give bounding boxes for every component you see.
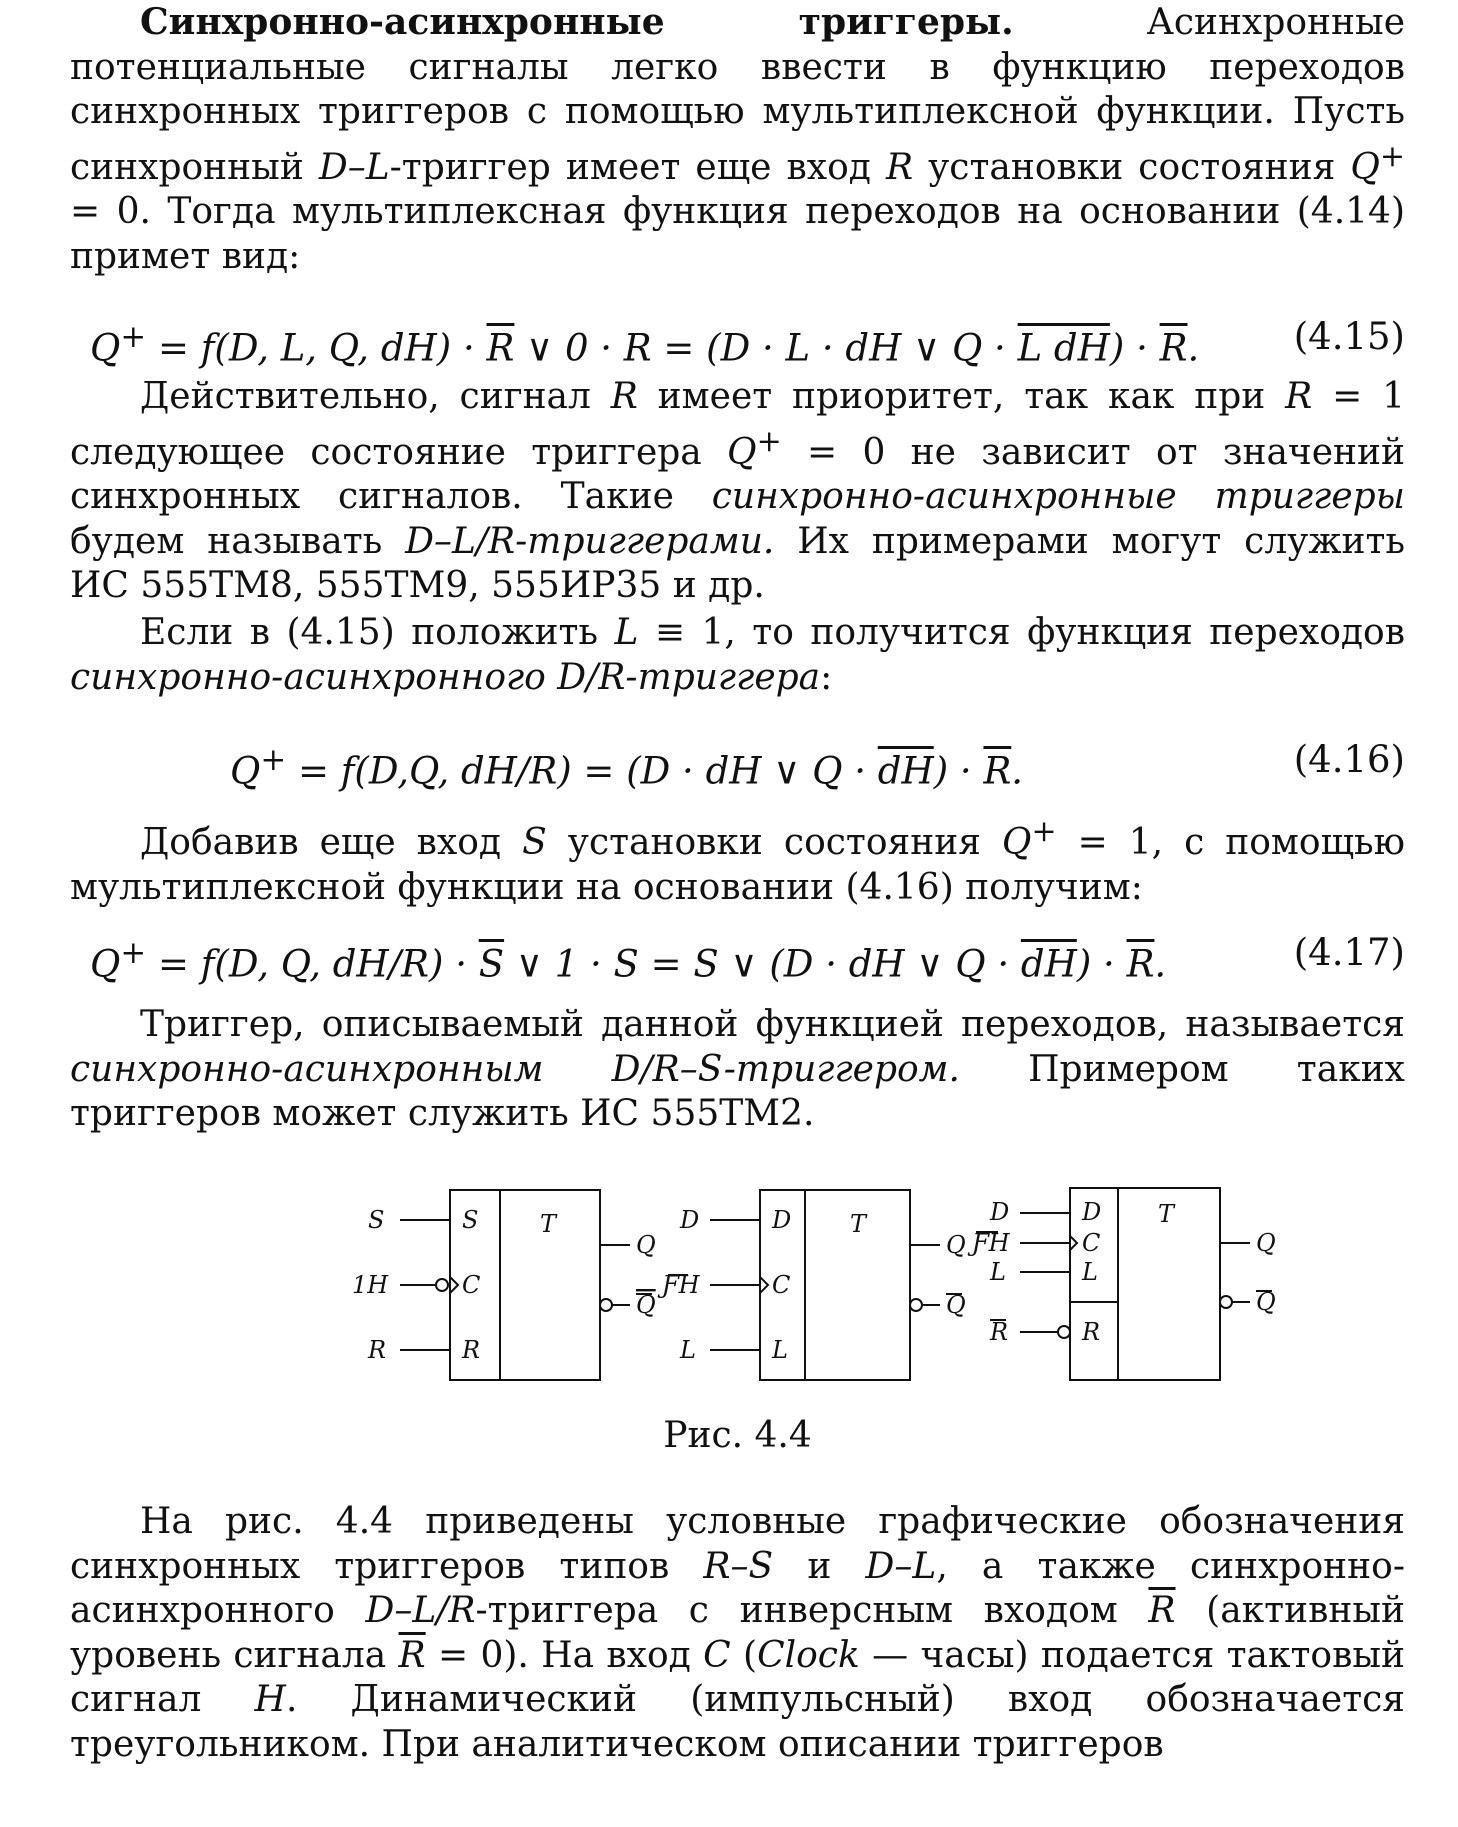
paragraph-3: Если в (4.15) положить L ≡ 1, то получится функция переходов синхронно-асинхронного D/R-триггера: xyxy=(70,612,1405,698)
svg-text:D: D xyxy=(680,1206,700,1234)
svg-text:Q: Q xyxy=(636,1231,656,1259)
svg-text:L: L xyxy=(772,1336,788,1364)
figure-4-4 xyxy=(300,1180,1300,1420)
svg-text:D: D xyxy=(990,1198,1010,1226)
paragraph-2: Действительно, сигнал R имеет приоритет, так как при R = 1 следующее состояние триггера Q+ = 0 не зависит от значений синхронных сигналов. Такие синхронно-асинхронные триггеры будем называть D–L/R-триггерами. Их примерами могут служить ИС 555ТМ8, 555ТМ9, 555ИР35 и др. xyxy=(70,376,1405,606)
svg-text:Q: Q xyxy=(1256,1229,1276,1257)
svg-text:C: C xyxy=(1082,1229,1101,1257)
equation-number: (4.17) xyxy=(1293,931,1405,974)
paragraph-5: Триггер, описываемый данной функцией переходов, называется синхронно-асинхронным D/R–S-триггером. Примером таких триггеров может служить ИС 555ТМ2. xyxy=(70,1004,1405,1134)
svg-text:T: T xyxy=(540,1210,557,1238)
rs-in-h: 1H xyxy=(352,1271,389,1299)
equation-4-15: Q+ = f(D, L, Q, $dH) \cdot \overline{R}$ ∨ 0 · R = (D · L · dH ∨ Q · L $dH) \cdot \overline{R}$. (4.15) xyxy=(70,312,1405,362)
svg-text:L: L xyxy=(1082,1258,1098,1286)
paragraph-6: На рис. 4.4 приведены условные графические обозначения синхронных триггеров типов R–S и D–L, а также синхронно-асинхронного D–L/R-триггера с инверсным входом $\overline{R}$ (активный уровень сигнала $\overline{R} = 0$). На вход C (Clock — часы) подается тактовый сигнал H. Динамический (импульсный) вход обозначается треугольником. При аналитическом описании триггеров xyxy=(70,1501,1405,1765)
svg-text:R: R xyxy=(990,1318,1009,1346)
equation-number: (4.16) xyxy=(1293,738,1405,781)
svg-text:Q: Q xyxy=(946,1291,966,1319)
equation-4-16: Q+ = f(D,Q, dH/R) = (D · dH ∨ $Q \cdot \overline{dH}) \cdot \overline{R}$. (4.16) xyxy=(70,735,1405,785)
section-heading: Синхронно-асинхронные триггеры. xyxy=(140,1,1014,43)
dlr-trigger-symbol xyxy=(967,1188,1276,1380)
svg-text:R: R xyxy=(1082,1318,1101,1346)
svg-text:ƑH: ƑH xyxy=(662,1271,700,1299)
svg-text:C: C xyxy=(772,1271,791,1299)
dl-trigger-symbol xyxy=(657,1190,966,1380)
equation-number: (4.15) xyxy=(1293,315,1405,358)
svg-text:ƑH: ƑH xyxy=(972,1229,1010,1257)
svg-text:L: L xyxy=(680,1336,696,1364)
svg-text:L: L xyxy=(990,1258,1006,1286)
rs-in-s: S xyxy=(368,1206,385,1234)
svg-text:R: R xyxy=(462,1336,481,1364)
svg-text:Q: Q xyxy=(1256,1288,1276,1316)
figure-caption: Рис. 4.4 xyxy=(663,1415,812,1456)
paragraph-4: Добавив еще вход S установки состояния Q+ = 1, с помощью мультиплексной функции на основании (4.16) получим: xyxy=(70,814,1405,908)
svg-text:D: D xyxy=(772,1206,792,1234)
svg-text:Q: Q xyxy=(636,1291,656,1319)
paragraph-1: Синхронно-асинхронные триггеры. Асинхронные потенциальные сигналы легко ввести в функцию переходов синхронных триггеров с помощью мультиплексной функции. Пусть синхронный D–L-триггер имеет еще вход R установки состояния Q+ = 0. Тогда мультиплексная функция переходов на основании (4.14) примет вид: xyxy=(70,1,1405,277)
svg-text:C: C xyxy=(462,1271,481,1299)
rs-in-r: R xyxy=(368,1336,387,1364)
svg-text:T: T xyxy=(850,1210,867,1238)
rs-trigger-symbol xyxy=(352,1190,656,1380)
equation-4-17: Q+ = f(D, Q, $dH/R) \cdot \overline{S}$ ∨ 1 · S = S ∨ (D · dH ∨ $Q \cdot \overline{dH}) \cdot \overline{R}$. (4.17) xyxy=(70,928,1405,978)
svg-text:T: T xyxy=(1158,1200,1175,1228)
svg-text:Q: Q xyxy=(946,1231,966,1259)
svg-text:D: D xyxy=(1082,1198,1102,1226)
svg-text:S: S xyxy=(462,1206,479,1234)
